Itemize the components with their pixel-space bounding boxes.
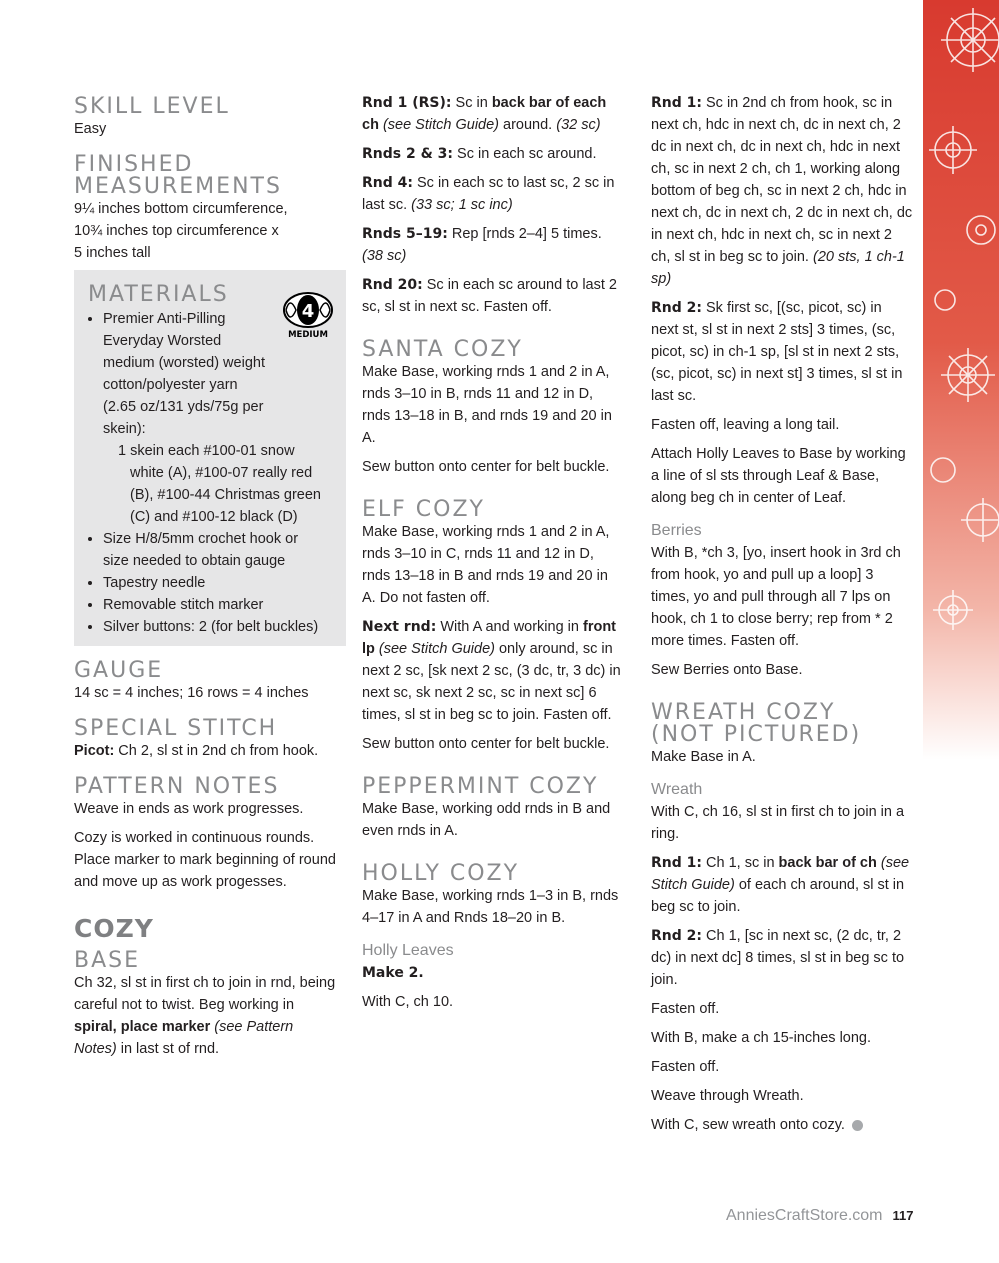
berries-heading: Berries: [651, 522, 702, 539]
round-20: Rnd 20: Sc in each sc around to last 2 sc, sl st in next sc. Fasten off.: [362, 277, 617, 315]
elf-instructions: Make Base, working rnds 1 and 2 in A, rnds 3–10 in C, rnds 11 and 12 in D, rnds 13–18 in B and rnds 19 and 20 in A. Do not fasten off.: [362, 524, 610, 606]
skill-level-value: Easy: [74, 121, 107, 137]
yarn-weight-icon: [282, 290, 334, 340]
yarn-weight-number: 4: [301, 301, 315, 322]
leaf-round-1: Rnd 1: Sc in 2nd ch from hook, sc in next ch, hdc in next ch, dc in next ch, 2 dc in next ch, dc in next ch, hdc in next ch, sc in next 2 ch, ch 1, working along bottom of beg ch, sc in next 2 ch, hdc in next ch, dc in next ch, 2 dc in next ch, dc in next ch, hdc in next ch, sc in next 2 ch, sl st in beg sc to join. (20 sts, 1 ch-1 sp): [651, 95, 913, 287]
gauge-heading: GAUGE: [74, 658, 164, 683]
materials-item: • Removable stitch marker: [103, 594, 326, 616]
finished-line-1: 9¼ inches bottom circumference,: [74, 201, 288, 217]
wreath-round-2: Rnd 2: Ch 1, [sc in next sc, (2 dc, tr, 2 dc) in next dc] 8 times, sl st in beg sc to join.: [651, 928, 905, 988]
finished-measurements-heading: [74, 154, 336, 198]
santa-instructions: Make Base, working rnds 1 and 2 in A, rnds 3–10 in B, rnds 11 and 12 in D, rnds 13–18 in B, and rnds 19 and 20 in A.: [362, 364, 612, 446]
wreath-fasten: Fasten off.: [651, 1001, 720, 1017]
holly-leaves-heading: Holly Leaves: [362, 942, 454, 959]
leaf-fasten: Fasten off, leaving a long tail.: [651, 417, 840, 433]
materials-item: • Size H/8/5mm crochet hook or size needed to obtain gauge: [103, 528, 326, 572]
base-heading: BASE: [74, 948, 141, 973]
elf-next-round: Next rnd: With A and working in front lp (see Stitch Guide) only around, sc in next 2 sc, [sk next 2 sc, (3 dc, tr, 3 dc) in next sc, sk next 2 sc, sc in next sc] 6 times, sl st in beg sc to join. Fasten off.: [362, 619, 621, 723]
finished-line-2: 10¾ inches top circumference x: [74, 223, 279, 239]
round-1: Rnd 1 (RS): Sc in back bar of each ch (see Stitch Guide) around. (32 sc): [362, 95, 607, 133]
berries-sew: Sew Berries onto Base.: [651, 662, 803, 678]
end-bullet-icon: [852, 1120, 863, 1131]
page-number: 117: [892, 1208, 914, 1223]
santa-button: Sew button onto center for belt buckle.: [362, 459, 610, 475]
materials-item: • Tapestry needle: [103, 572, 326, 594]
materials-subitem: 1 skein each #100-01 snow white (A), #100-07 really red (B), #100-44 Christmas green (C) and #100-12 black (D): [118, 443, 321, 525]
finished-heading-line2: MEASUREMENTS: [74, 174, 282, 199]
pattern-note-2: Cozy is worked in continuous rounds. Place marker to mark beginning of round and move up as work progesses.: [74, 830, 336, 890]
special-stitch-heading: SPECIAL STITCH: [74, 716, 278, 741]
materials-box: [74, 270, 346, 646]
holly-cozy-heading: HOLLY COZY: [362, 861, 520, 886]
wreath-fasten-2: Fasten off.: [651, 1059, 720, 1075]
materials-item: • Silver buttons: 2 (for belt buckles): [103, 616, 326, 638]
holly-make: Make 2.: [362, 965, 424, 981]
leaf-round-2: Rnd 2: Sk first sc, [(sc, picot, sc) in next st, sl st in next 2 sts] 3 times, (sc, picot, sc) in ch-1 sp, [sl st in next 2 sts, (sc, picot, sc) in next st] 3 times, sl st in last sc.: [651, 300, 903, 404]
materials-list: [88, 308, 326, 638]
wreath-subheading: Wreath: [651, 781, 703, 798]
wreath-weave: Weave through Wreath.: [651, 1088, 804, 1104]
pattern-notes-heading: PATTERN NOTES: [74, 774, 280, 799]
round-4: Rnd 4: Sc in each sc to last sc, 2 sc in last sc. (33 sc; 1 sc inc): [362, 175, 615, 213]
pattern-note-1: Weave in ends as work progresses.: [74, 801, 304, 817]
wreath-chain: With C, ch 16, sl st in first ch to join in a ring.: [651, 804, 905, 842]
wreath-ch-b: With B, make a ch 15-inches long.: [651, 1030, 872, 1046]
finished-line-3: 5 inches tall: [74, 245, 151, 261]
materials-item: • Premier Anti-Pilling Everyday Worsted medium (worsted) weight cotton/polyester yarn (2.65 oz/131 yds/75g per skein): 1 skein each #100-01 snow white (A), #100-07 really red (B), #100-44 Christmas green (C) and #100-12 black (D): [103, 308, 326, 528]
materials-heading: MATERIALS: [88, 282, 229, 307]
finished-heading-line1: FINISHED: [74, 152, 194, 177]
elf-button: Sew button onto center for belt buckle.: [362, 736, 610, 752]
footer-site: AnniesCraftStore.com: [726, 1207, 883, 1224]
column-2: [362, 92, 624, 1020]
yarn-weight-label: MEDIUM: [288, 330, 328, 340]
rounds-2-3: Rnds 2 & 3: Sc in each sc around.: [362, 146, 597, 162]
leaf-attach: Attach Holly Leaves to Base by working a line of sl sts through Leaf & Base, along beg ch in center of Leaf.: [651, 446, 906, 506]
page-footer: [726, 1205, 914, 1227]
base-instructions: Ch 32, sl st in first ch to join in rnd, being careful not to twist. Beg working in spiral, place marker (see Pattern Notes) in last st of rnd.: [74, 975, 336, 1057]
column-1: [74, 92, 336, 1067]
elf-cozy-heading: ELF COZY: [362, 497, 485, 522]
santa-cozy-heading: SANTA COZY: [362, 337, 523, 362]
peppermint-instructions: Make Base, working odd rnds in B and even rnds in A.: [362, 801, 611, 839]
cozy-heading: COZY: [74, 914, 154, 943]
berries-instructions: With B, *ch 3, [yo, insert hook in 3rd ch from hook, yo and pull up a loop] 3 times, yo and pull through all 7 lps on hook, ch 1 to close berry; rep from * 2 more times. Fasten off.: [651, 545, 901, 649]
special-stitch-text: Picot: Ch 2, sl st in 2nd ch from hook.: [74, 743, 319, 759]
peppermint-cozy-heading: PEPPERMINT COZY: [362, 774, 599, 799]
wreath-base: Make Base in A.: [651, 749, 756, 765]
column-3: [651, 92, 913, 1143]
snowflake-decor: [923, 0, 999, 760]
skill-level-heading: SKILL LEVEL: [74, 94, 230, 119]
rounds-5-19: Rnds 5–19: Rep [rnds 2–4] 5 times. (38 sc): [362, 226, 602, 264]
gauge-text: 14 sc = 4 inches; 16 rows = 4 inches: [74, 685, 309, 701]
wreath-cozy-heading: WREATH COZY (NOT PICTURED): [651, 700, 862, 747]
wreath-sew: With C, sew wreath onto cozy.: [651, 1114, 913, 1136]
holly-instructions: Make Base, working rnds 1–3 in B, rnds 4–17 in A and Rnds 18–20 in B.: [362, 888, 619, 926]
holly-chain: With C, ch 10.: [362, 994, 454, 1010]
wreath-round-1: Rnd 1: Ch 1, sc in back bar of ch (see Stitch Guide) of each ch around, sl st in beg sc to join.: [651, 855, 910, 915]
